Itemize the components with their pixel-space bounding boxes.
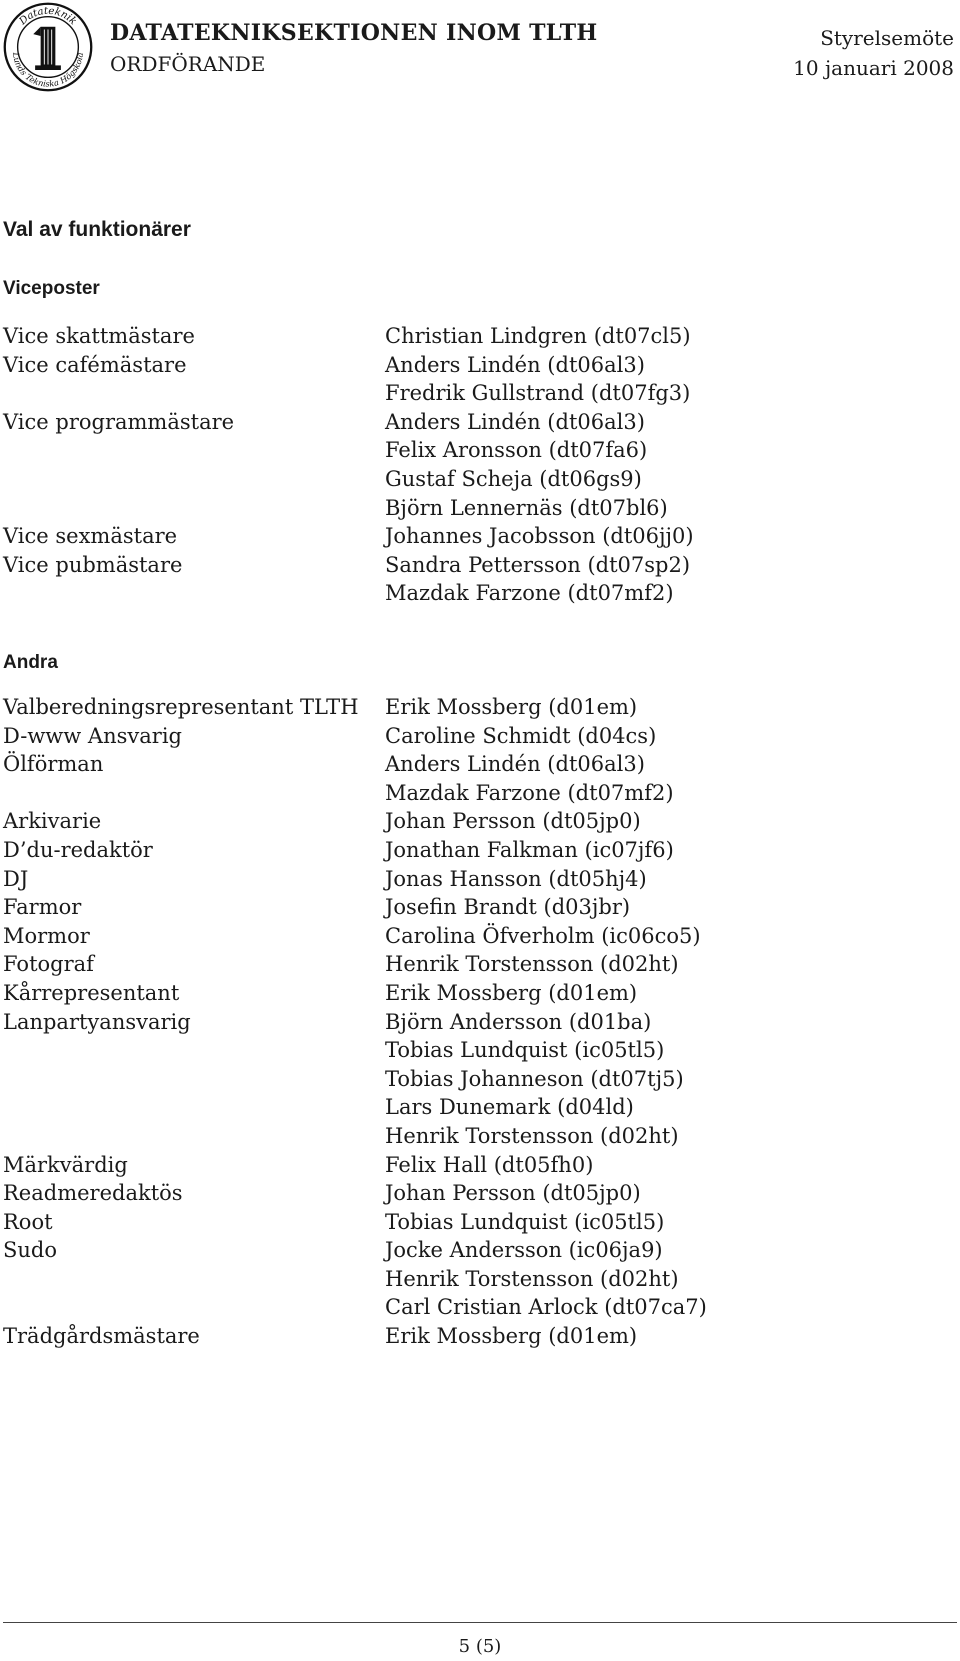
table-row — [3, 950, 943, 979]
position-title: Vice pubmästare — [3, 552, 183, 577]
elected-person: Tobias Johanneson (dt07tj5) — [385, 1066, 684, 1091]
elected-person: Jocke Andersson (ic06ja9) — [385, 1238, 663, 1263]
table-row — [3, 979, 943, 1008]
table-row — [3, 750, 943, 779]
table-row — [3, 494, 943, 523]
elected-person: Erik Mossberg (d01em) — [385, 980, 638, 1005]
elected-person: Fredrik Gullstrand (dt07fg3) — [385, 381, 691, 406]
position-title: Ölförman — [3, 752, 104, 777]
position-title: DJ — [3, 866, 29, 891]
position-title: D-www Ansvarig — [3, 723, 182, 748]
table-row — [3, 836, 943, 865]
vice-table — [3, 322, 943, 608]
elected-person: Felix Aronsson (dt07fa6) — [385, 438, 648, 463]
elected-person: Carolina Öfverholm (ic06co5) — [385, 923, 701, 948]
table-row — [3, 379, 943, 408]
table-row — [3, 1208, 943, 1237]
table-row — [3, 1065, 943, 1094]
table-row — [3, 1093, 943, 1122]
elected-person: Gustaf Scheja (dt06gs9) — [385, 466, 642, 491]
page-number: 5 (5) — [458, 1636, 502, 1657]
elected-person: Tobias Lundquist (ic05tl5) — [385, 1209, 665, 1234]
table-row — [3, 1293, 943, 1322]
table-row — [3, 579, 943, 608]
position-title: Readmeredaktös — [3, 1181, 183, 1206]
position-title: Sudo — [3, 1238, 57, 1263]
position-title: Vice skattmästare — [3, 324, 195, 348]
elected-person: Anders Lindén (dt06al3) — [385, 352, 645, 377]
position-title: Vice sexmästare — [3, 524, 178, 549]
position-title: Farmor — [3, 895, 82, 920]
position-title: Valberedningsrepresentant TLTH — [3, 695, 359, 719]
other-table — [3, 693, 943, 1351]
table-row — [3, 1236, 943, 1265]
elected-person: Henrik Torstensson (d02ht) — [385, 952, 679, 977]
elected-person: Christian Lindgren (dt07cl5) — [385, 324, 691, 348]
table-row — [3, 465, 943, 494]
table-row — [3, 779, 943, 808]
table-row — [3, 1265, 943, 1294]
elected-person: Björn Lennernäs (dt07bl6) — [385, 495, 668, 520]
svg-text:Lunds Tekniska Högskola: Lunds Tekniska Högskola — [10, 51, 86, 89]
table-row — [3, 893, 943, 922]
position-title: Vice cafémästare — [3, 352, 187, 377]
meeting-date: 10 januari 2008 — [793, 56, 954, 80]
table-row — [3, 1122, 943, 1151]
elected-person: Mazdak Farzone (dt07mf2) — [385, 780, 674, 805]
table-row — [3, 436, 943, 465]
table-row — [3, 1036, 943, 1065]
table-row — [3, 865, 943, 894]
elected-person: Sandra Pettersson (dt07sp2) — [385, 552, 691, 577]
elected-person: Johan Persson (dt05jp0) — [385, 1181, 641, 1206]
elected-person: Johan Persson (dt05jp0) — [385, 809, 641, 834]
table-row — [3, 522, 943, 551]
elected-person: Lars Dunemark (d04ld) — [385, 1095, 634, 1120]
elected-person: Anders Lindén (dt06al3) — [385, 409, 645, 434]
table-row — [3, 351, 943, 380]
elected-person: Erik Mossberg (d01em) — [385, 1324, 638, 1349]
position-title: Vice programmästare — [3, 409, 235, 434]
elected-person: Jonathan Falkman (ic07jf6) — [385, 837, 674, 862]
elected-person: Johannes Jacobsson (dt06jj0) — [385, 524, 694, 549]
organization-name: DATATEKNIKSEKTIONEN INOM TLTH — [110, 20, 598, 46]
elected-person: Carl Cristian Arlock (dt07ca7) — [385, 1295, 707, 1320]
position-title: Trädgårdsmästare — [3, 1324, 200, 1349]
other-heading: Andra — [3, 652, 58, 673]
position-title: Lanpartyansvarig — [3, 1009, 191, 1034]
elected-person: Björn Andersson (d01ba) — [385, 1009, 652, 1034]
table-row — [3, 1179, 943, 1208]
table-row — [3, 693, 943, 722]
table-row — [3, 408, 943, 437]
position-title: Mormor — [3, 923, 90, 948]
svg-text:Datateknik: Datateknik — [17, 5, 79, 28]
footer-rule — [3, 1622, 957, 1623]
position-title: Kårrepresentant — [3, 980, 180, 1005]
section-title: Val av funktionärer — [3, 218, 191, 241]
elected-person: Henrik Torstensson (d02ht) — [385, 1266, 679, 1291]
elected-person: Mazdak Farzone (dt07mf2) — [385, 581, 674, 606]
elected-person: Henrik Torstensson (d02ht) — [385, 1123, 679, 1148]
table-row — [3, 1008, 943, 1037]
table-row — [3, 722, 943, 751]
table-row — [3, 551, 943, 580]
elected-person: Anders Lindén (dt06al3) — [385, 752, 645, 777]
vice-heading: Viceposter — [3, 278, 100, 299]
table-row — [3, 1322, 943, 1351]
elected-person: Erik Mossberg (d01em) — [385, 695, 638, 719]
position-title: Fotograf — [3, 952, 94, 977]
author-role: ORDFÖRANDE — [110, 52, 266, 76]
table-row — [3, 807, 943, 836]
elected-person: Tobias Lundquist (ic05tl5) — [385, 1038, 665, 1063]
position-title: Root — [3, 1209, 53, 1234]
elected-person: Josefin Brandt (d03jbr) — [385, 895, 631, 920]
table-row — [3, 1151, 943, 1180]
position-title: Märkvärdig — [3, 1152, 128, 1177]
section-seal-logo — [2, 1, 94, 93]
position-title: D’du-redaktör — [3, 837, 153, 862]
table-row — [3, 322, 943, 351]
table-row — [3, 922, 943, 951]
elected-person: Caroline Schmidt (d04cs) — [385, 723, 657, 748]
position-title: Arkivarie — [3, 809, 102, 834]
elected-person: Jonas Hansson (dt05hj4) — [385, 866, 647, 891]
meeting-title: Styrelsemöte — [820, 26, 954, 50]
elected-person: Felix Hall (dt05fh0) — [385, 1152, 594, 1177]
